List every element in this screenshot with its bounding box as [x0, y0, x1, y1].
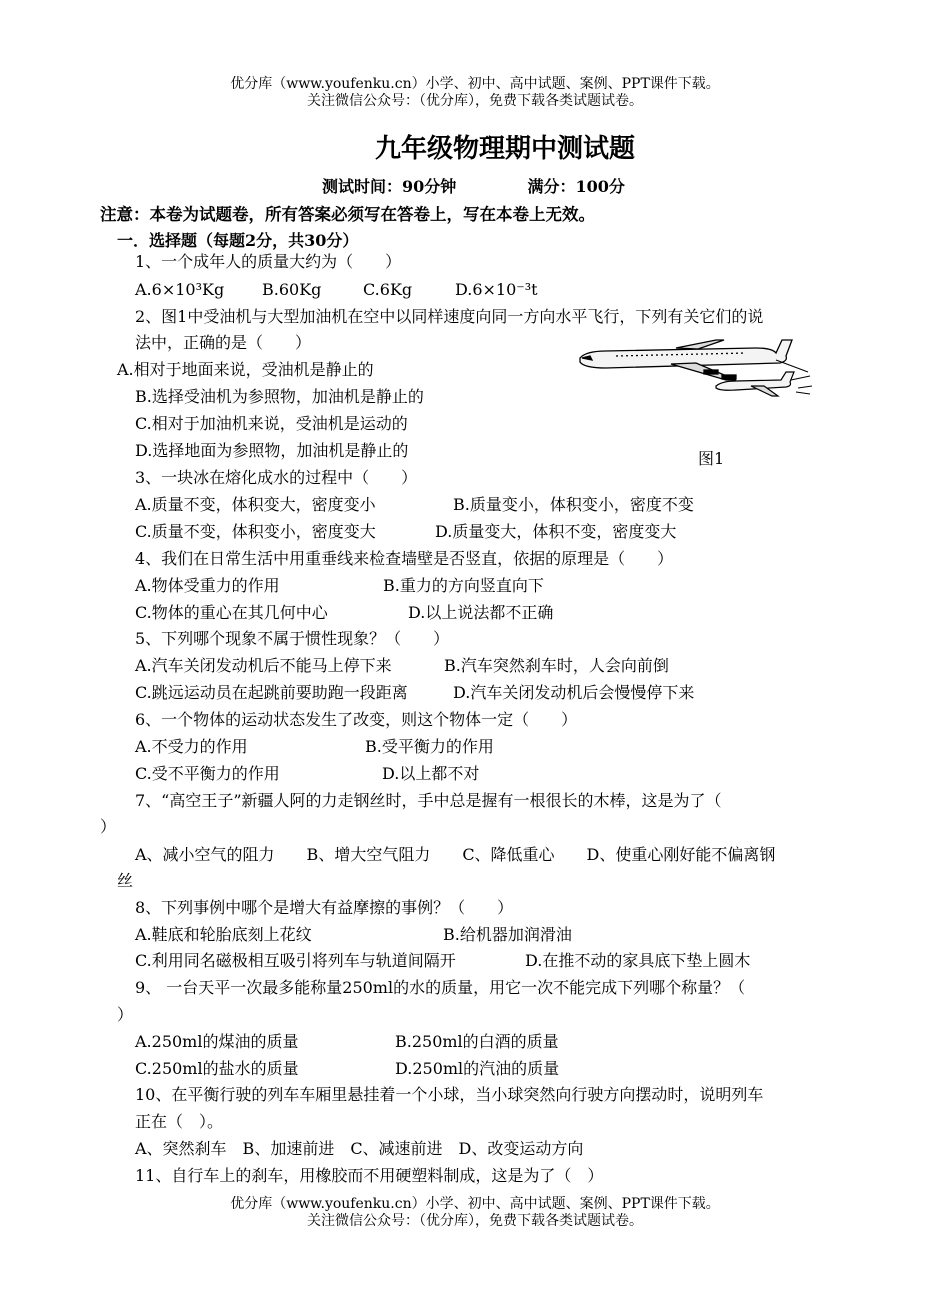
- q2-option-a: A.相对于地面来说，受油机是静止的: [117, 360, 374, 379]
- q2-option-d: D.选择地面为参照物，加油机是静止的: [135, 441, 409, 460]
- q5-option-a: A.汽车关闭发动机后不能马上停下来: [135, 656, 392, 675]
- q9-option-d: D.250ml的汽油的质量: [395, 1059, 560, 1078]
- q6-stem: 6、一个物体的运动状态发生了改变，则这个物体一定（ ）: [135, 710, 578, 729]
- q9-option-a: A.250ml的煤油的质量: [135, 1032, 299, 1051]
- q4-option-c: C.物体的重心在其几何中心: [135, 603, 328, 622]
- q10-options: A、突然刹车 B、加速前进 C、减速前进 D、改变运动方向: [135, 1139, 584, 1158]
- q7-stem-2: ）: [100, 817, 117, 836]
- q5-option-b: B.汽车突然刹车时，人会向前倒: [444, 656, 669, 675]
- q4-option-a: A.物体受重力的作用: [135, 576, 280, 595]
- section-heading: 一．选择题（每题2分，共30分）: [117, 231, 359, 250]
- exam-meta: [322, 174, 625, 197]
- q9-option-c: C.250ml的盐水的质量: [135, 1059, 299, 1078]
- q2-option-b: B.选择受油机为参照物，加油机是静止的: [135, 387, 424, 406]
- q9-stem-1: 9、 一台天平一次最多能称量250ml的水的质量，用它一次不能完成下列哪个称量？（: [135, 978, 746, 997]
- q1-stem: 1、一个成年人的质量大约为（ ）: [135, 252, 402, 271]
- tanker-plane-icon: [580, 340, 808, 380]
- q10-stem-2: 正在（ ）。: [135, 1112, 224, 1131]
- page-title: 九年级物理期中测试题: [374, 134, 635, 164]
- q5-stem: 5、下列哪个现象不属于惯性现象？（ ）: [135, 629, 450, 648]
- q9-option-b: B.250ml的白酒的质量: [395, 1032, 559, 1051]
- figure-1-airplanes: [576, 336, 816, 404]
- exam-score: 满分：100分: [527, 177, 625, 196]
- q2-stem-1: 2、图1中受油机与大型加油机在空中以同样速度向同一方向水平飞行，下列有关它们的说: [135, 307, 764, 326]
- q3-option-d: D.质量变大，体积不变，密度变大: [435, 522, 677, 541]
- figure-1-caption: 图1: [698, 449, 725, 468]
- q9-stem-2: ）: [117, 1005, 134, 1024]
- q5-option-c: C.跳远运动员在起跳前要助跑一段距离: [135, 683, 408, 702]
- q1-option-d: D.6×10⁻³t: [455, 280, 538, 299]
- q4-option-d: D.以上说法都不正确: [408, 603, 554, 622]
- q1-option-c: C.6Kg: [363, 280, 413, 299]
- q6-option-a: A.不受力的作用: [135, 737, 248, 756]
- footer-line-2: 关注微信公众号：（优分库），免费下载各类试题试卷。: [307, 1213, 643, 1229]
- q8-option-c: C.利用同名磁极相互吸引将列车与轨道间隔开: [135, 951, 456, 970]
- q10-stem-1: 10、在平衡行驶的列车车厢里悬挂着一个小球，当小球突然向行驶方向摆动时，说明列车: [135, 1085, 764, 1104]
- q3-option-b: B.质量变小，体积变小，密度不变: [453, 495, 694, 514]
- q3-stem: 3、一块冰在熔化成水的过程中（ ）: [135, 468, 418, 487]
- q7-stem-1: 7、“高空王子”新疆人阿的力走钢丝时，手中总是握有一根很长的木棒，这是为了（: [135, 791, 722, 810]
- q4-option-b: B.重力的方向竖直向下: [383, 576, 544, 595]
- q8-option-d: D.在推不动的家具底下垫上圆木: [525, 951, 751, 970]
- q7-options: A、减小空气的阻力 B、增大空气阻力 C、降低重心 D、使重心刚好能不偏离钢: [135, 845, 776, 864]
- q2-option-c: C.相对于加油机来说，受油机是运动的: [135, 414, 408, 433]
- q3-option-a: A.质量不变，体积变大，密度变小: [135, 495, 376, 514]
- q5-option-d: D.汽车关闭发动机后会慢慢停下来: [453, 683, 695, 702]
- q6-option-c: C.受不平衡力的作用: [135, 764, 280, 783]
- q8-option-b: B.给机器加润滑油: [443, 925, 572, 944]
- notice: 注意：本卷为试题卷，所有答案必须写在答卷上，写在本卷上无效。: [100, 205, 595, 224]
- q11-stem: 11、自行车上的刹车，用橡胶而不用硬塑料制成，这是为了（ ）: [135, 1166, 604, 1185]
- q1-option-b: B.60Kg: [262, 280, 322, 299]
- q3-option-c: C.质量不变，体积变小，密度变大: [135, 522, 376, 541]
- q2-stem-2: 法中，正确的是（ ）: [135, 333, 312, 352]
- q8-option-a: A.鞋底和轮胎底刻上花纹: [135, 925, 312, 944]
- exam-time: 测试时间：90分钟: [322, 177, 457, 196]
- q7-options-wrap: 丝: [117, 871, 134, 890]
- header-line-1: 优分库（www.youfenku.cn）小学、初中、高中试题、案例、PPT课件下载。: [230, 76, 720, 92]
- q6-option-d: D.以上都不对: [382, 764, 480, 783]
- header-line-2: 关注微信公众号：（优分库），免费下载各类试题试卷。: [307, 93, 643, 109]
- footer-line-1: 优分库（www.youfenku.cn）小学、初中、高中试题、案例、PPT课件下载。: [230, 1196, 720, 1212]
- q4-stem: 4、我们在日常生活中用重垂线来检查墙壁是否竖直，依据的原理是（ ）: [135, 549, 674, 568]
- q8-stem: 8、下列事例中哪个是增大有益摩擦的事例？（ ）: [135, 898, 514, 917]
- q1-option-a: A.6×10³Kg: [135, 280, 225, 299]
- q6-option-b: B.受平衡力的作用: [365, 737, 494, 756]
